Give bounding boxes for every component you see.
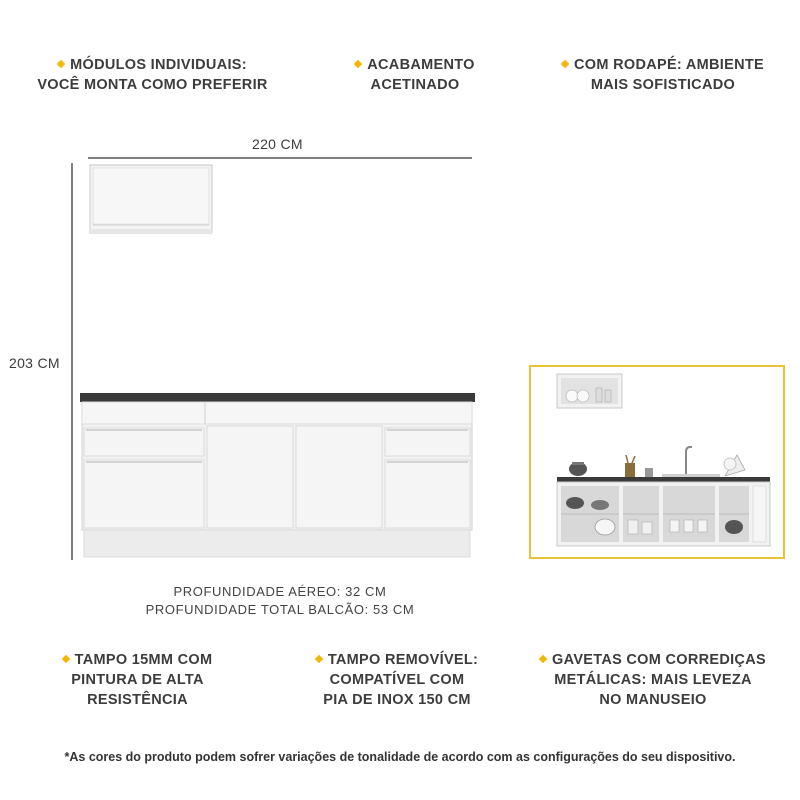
countertop bbox=[80, 393, 475, 402]
feature-gavetas: GAVETAS COM CORREDIÇAS METÁLICAS: MAIS LEVEZA NO MANUSEIO bbox=[528, 650, 778, 710]
upper-cabinet bbox=[90, 165, 212, 233]
plinth bbox=[84, 530, 470, 557]
base-cabinet bbox=[82, 402, 472, 557]
bullet-diamond-icon bbox=[539, 655, 547, 663]
feature-modulos: MÓDULOS INDIVIDUAIS: VOCÊ MONTA COMO PREFERIR bbox=[37, 57, 268, 93]
depth-info bbox=[0, 583, 560, 619]
feature-tampo-removivel: TAMPO REMOVÍVEL: COMPATÍVEL COM PIA DE INOX 150 CM bbox=[302, 650, 492, 710]
bullet-diamond-icon bbox=[315, 655, 323, 663]
feature-tampo: TAMPO 15MM COM PINTURA DE ALTA RESISTÊNCIA bbox=[45, 650, 230, 710]
bullet-diamond-icon bbox=[61, 655, 69, 663]
color-disclaimer: *As cores do produto podem sofrer variações de tonalidade de acordo com as configurações do seu dispositivo. bbox=[64, 750, 736, 764]
feature-acabamento: ACABAMENTO ACETINADO bbox=[340, 55, 490, 95]
depth-aereo: PROFUNDIDADE AÉREO: 32 CM bbox=[173, 584, 387, 599]
inset-photo bbox=[530, 366, 784, 558]
height-label: 203 CM bbox=[9, 355, 60, 371]
depth-balcao: PROFUNDIDADE TOTAL BALCÃO: 53 CM bbox=[145, 602, 415, 617]
width-label: 220 CM bbox=[252, 136, 303, 152]
feature-rodape: COM RODAPÉ: AMBIENTE MAIS SOFISTICADO bbox=[548, 55, 778, 95]
